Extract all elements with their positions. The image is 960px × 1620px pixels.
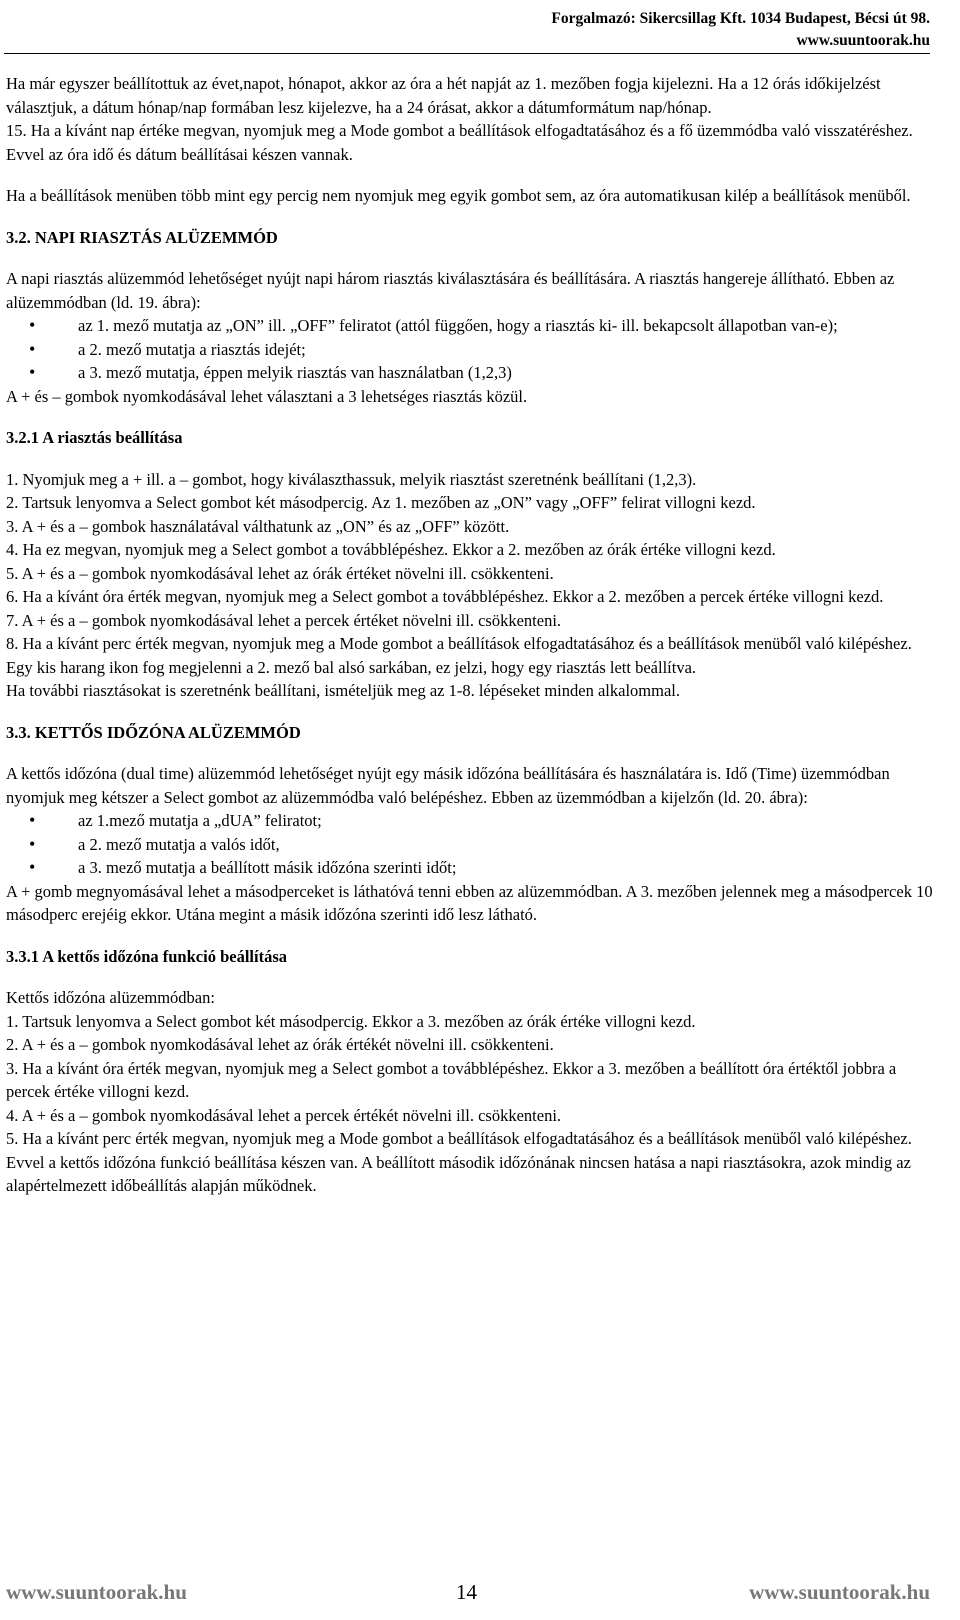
step: 8. Ha a kívánt perc érték megvan, nyomjuk meg a Mode gombot a beállítások elfogadtatásához és a beállítások menüből való kilépéshez. Egy kis harang ikon fog megjelenni a 2. mező bal alsó sarkában, ez jelzi, hogy egy riasztás lett beállítva. [6, 634, 912, 677]
list-item: • a 2. mező mutatja a valós időt, [6, 833, 934, 857]
step: 1. Nyomjuk meg a + ill. a – gombot, hogy kiválaszthassuk, melyik riasztást szeretnénk beállítani (1,2,3). [6, 469, 697, 489]
step: 6. Ha a kívánt óra érték megvan, nyomjuk meg a Select gombot a továbblépéshez. Ekkor a 2. mezőben a percek értéke villogni kezd. [6, 587, 884, 606]
list-item: • a 3. mező mutatja, éppen melyik riasztás van használatban (1,2,3) [6, 361, 934, 385]
step: 3. Ha a kívánt óra érték megvan, nyomjuk meg a Select gombot a továbblépéshez. Ekkor a 3. mezőben a beállított óra értéktől jobbra a percek értéke villogni kezd. [6, 1058, 897, 1101]
page-number: 14 [456, 1580, 477, 1604]
footer-website-right: www.suuntoorak.hu [749, 1580, 930, 1604]
list-item: • a 3. mező mutatja a beállított másik időzóna szerinti időt; [6, 856, 934, 880]
list-item: • az 1. mező mutatja az „ON” ill. „OFF” feliratot (attól függően, hogy a riasztás ki- ill. bekapcsolt állapotban van-e); [6, 314, 934, 338]
header-rule [4, 53, 930, 54]
section-heading: 3.2. NAPI RIASZTÁS ALÜZEMMÓD [6, 227, 278, 247]
paragraph: Ha már egyszer beállítottuk az évet,napot, hónapot, akkor az óra a hét napját az 1. mezőben fogja kijelezni. Ha a 12 órás időkijelzést választjuk, a dátum hónap/nap formában lesz kijelezve, ha a 24 órásat, akkor a dátumformátum nap/hónap. [6, 74, 881, 117]
footer-website-left: www.suuntoorak.hu [6, 1580, 187, 1604]
list-item: • az 1.mező mutatja a „dUA” feliratot; [6, 809, 934, 833]
paragraph: A + gomb megnyomásával lehet a másodperceket is láthatóvá tenni ebben az alüzemmódban. A 3. mezőben jelennek meg a másodpercek 10 másodperc erejéig ekkor. Utána megint a másik időzóna szerinti idő lesz látható. [6, 881, 933, 924]
step: Evvel a kettős időzóna funkció beállítása készen van. A beállított második időzónának nincsen hatása a napi riasztásokra, azok mindig az alapértelmezett időbeállítás alapján működnek. [6, 1152, 911, 1195]
document-body [6, 72, 934, 1198]
step: 2. Tartsuk lenyomva a Select gombot két másodpercig. Az 1. mezőben az „ON” vagy „OFF” felirat villogni kezd. [6, 493, 756, 512]
step: Ha további riasztásokat is szeretnénk beállítani, ismételjük meg az 1-8. lépéseket minden alkalommal. [6, 681, 680, 700]
paragraph: Ha a beállítások menüben több mint egy percig nem nyomjuk meg egyik gombot sem, az óra automatikusan kilép a beállítások menüből. [6, 186, 911, 205]
step: 5. A + és a – gombok nyomkodásával lehet az órák értéket növelni ill. csökkenteni. [6, 563, 554, 583]
step: 2. A + és a – gombok nyomkodásával lehet az órák értékét növelni ill. csökkenteni. [6, 1035, 554, 1054]
step: 4. Ha ez megvan, nyomjuk meg a Select gombot a továbblépéshez. Ekkor a 2. mezőben az órák értéke villogni kezd. [6, 540, 776, 559]
paragraph: Evvel az óra idő és dátum beállításai készen vannak. [6, 144, 353, 164]
page-footer [6, 1580, 930, 1614]
paragraph: A kettős időzóna (dual time) alüzemmód lehetőséget nyújt egy másik időzóna beállítására és használatára is. Idő (Time) üzemmódban nyomjuk meg kétszer a Select gombot az alüzemmódba való belépéshez. Ebben az üzemmódban a kijelzőn (ld. 20. ábra): [6, 764, 890, 807]
header-website: www.suuntoorak.hu [796, 32, 930, 49]
header-distributor: Forgalmazó: Sikercsillag Kft. 1034 Budapest, Bécsi út 98. [551, 10, 930, 27]
step: 1. Tartsuk lenyomva a Select gombot két másodpercig. Ekkor a 3. mezőben az órák értéke villogni kezd. [6, 1011, 696, 1031]
step: Kettős időzóna alüzemmódban: [6, 988, 215, 1007]
step: 7. A + és a – gombok nyomkodásával lehet a percek értéket növelni ill. csökkenteni. [6, 610, 562, 630]
subsection-heading: 3.2.1 A riasztás beállítása [6, 428, 183, 447]
bullet-list [6, 809, 934, 880]
paragraph: A + és – gombok nyomkodásával lehet választani a 3 lehetséges riasztás közül. [6, 386, 528, 406]
step: 5. Ha a kívánt perc érték megvan, nyomjuk meg a Mode gombot a beállítások elfogadtatásához és a beállítások menüből való kilépéshez. [6, 1129, 912, 1148]
paragraph: A napi riasztás alüzemmód lehetőséget nyújt napi három riasztás kiválasztására és beállítására. A riasztás hangereje állítható. Ebben az alüzemmódban (ld. 19. ábra): [6, 269, 895, 312]
subsection-heading: 3.3.1 A kettős időzóna funkció beállítása [6, 946, 287, 966]
section-heading: 3.3. KETTŐS IDŐZÓNA ALÜZEMMÓD [6, 722, 301, 742]
page-header [551, 8, 930, 52]
step: 3. A + és a – gombok használatával válthatunk az „ON” és az „OFF” között. [6, 516, 510, 536]
step: 4. A + és a – gombok nyomkodásával lehet a percek értékét növelni ill. csökkenteni. [6, 1105, 562, 1125]
bullet-list [6, 314, 934, 385]
paragraph: 15. Ha a kívánt nap értéke megvan, nyomjuk meg a Mode gombot a beállítások elfogadtatásához és a fő üzemmódba való visszatéréshez. [6, 121, 913, 140]
list-item: • a 2. mező mutatja a riasztás idejét; [6, 338, 934, 362]
